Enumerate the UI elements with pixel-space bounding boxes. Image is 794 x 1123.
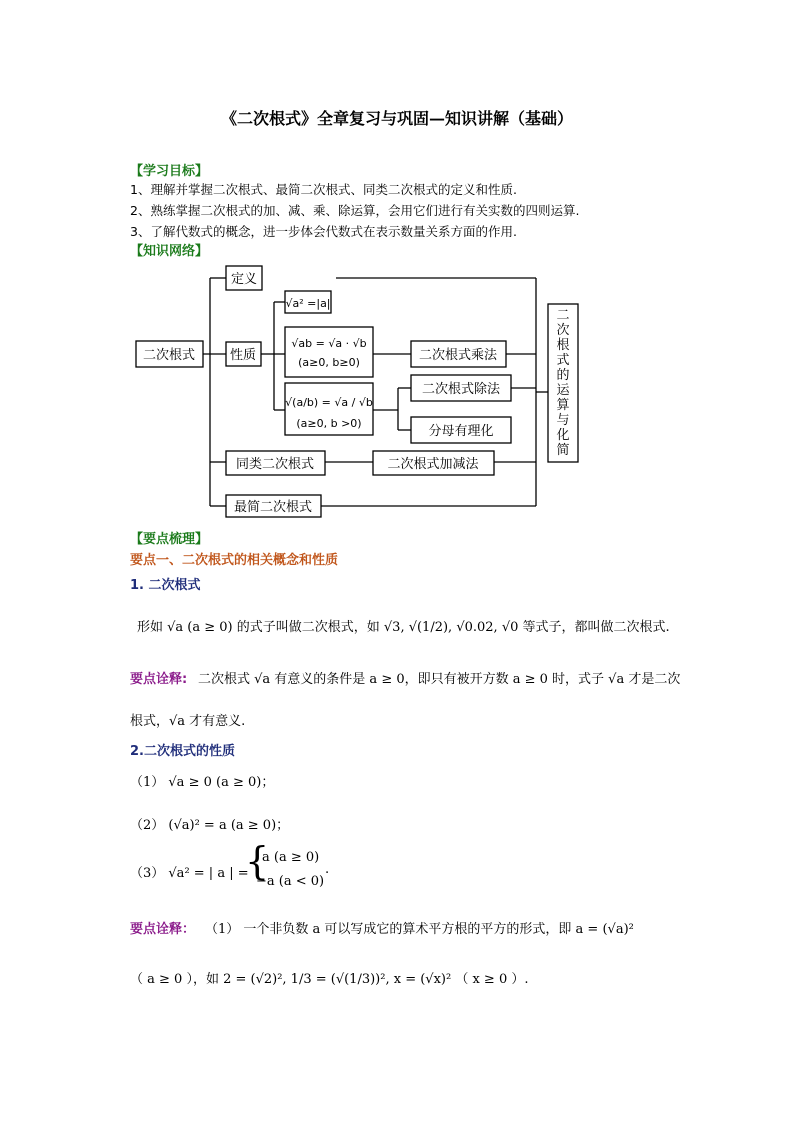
note1-line-a: 二次根式 √a 有意义的条件是 a ≥ 0，即只有被开方数 a ≥ 0 时，式子 √a 才是二次 bbox=[198, 672, 681, 687]
node-define: 定义 bbox=[230, 272, 258, 287]
node-simplest: 最简二次根式 bbox=[233, 500, 313, 515]
definition-line: 形如 √a (a ≥ 0) 的式子叫做二次根式，如 √3, √(1/2), √0.02, √0 等式子，都叫做二次根式. bbox=[137, 620, 670, 635]
property-3-case2: −a (a < 0) bbox=[256, 874, 325, 889]
brace-icon: { bbox=[245, 839, 270, 883]
property-1: （1） √a ≥ 0 (a ≥ 0)； bbox=[130, 775, 275, 790]
node-addsub: 二次根式加减法 bbox=[387, 457, 479, 472]
goal-item-2: 2、熟练掌握二次根式的加、减、乘、除运算，会用它们进行有关实数的四则运算. bbox=[130, 203, 580, 218]
node-right-char: 与 bbox=[556, 413, 570, 428]
goals-heading: 【学习目标】 bbox=[130, 164, 209, 179]
node-formula2-line2: (a≥0, b≥0) bbox=[298, 356, 360, 369]
node-formula3-line2: (a≥0, b >0) bbox=[296, 417, 362, 430]
node-right-char: 化 bbox=[556, 428, 570, 443]
node-right-char: 运 bbox=[556, 383, 570, 398]
knowledge-network-diagram bbox=[128, 260, 588, 522]
note2-line-a: （1） 一个非负数 a 可以写成它的算术平方根的平方的形式，即 a = (√a)² bbox=[205, 922, 634, 937]
node-mult: 二次根式乘法 bbox=[418, 348, 498, 363]
node-right-char: 的 bbox=[556, 368, 570, 383]
network-heading: 【知识网络】 bbox=[130, 244, 209, 259]
node-formula1: √a² =|a| bbox=[285, 297, 331, 310]
property-3-end: . bbox=[325, 862, 330, 877]
property-2: （2） (√a)² = a (a ≥ 0)； bbox=[130, 818, 290, 833]
node-right-char: 次 bbox=[556, 323, 570, 338]
node-right-char: 算 bbox=[556, 398, 570, 413]
sub2-heading: 2.二次根式的性质 bbox=[130, 744, 235, 759]
goal-item-1: 1、理解并掌握二次根式、最简二次根式、同类二次根式的定义和性质. bbox=[130, 182, 517, 197]
property-3-prefix: （3） √a² = | a | = bbox=[130, 866, 249, 881]
node-rationalize: 分母有理化 bbox=[428, 424, 494, 439]
node-div: 二次根式除法 bbox=[421, 382, 501, 397]
note2-label: 要点诠释： bbox=[130, 922, 196, 937]
points-heading: 【要点梳理】 bbox=[130, 532, 209, 547]
node-similar: 同类二次根式 bbox=[235, 457, 315, 472]
point1-heading: 要点一、二次根式的相关概念和性质 bbox=[130, 553, 339, 568]
node-root: 二次根式 bbox=[142, 348, 196, 363]
node-formula3-line1: √(a/b) = √a / √b bbox=[285, 396, 373, 409]
node-formula2-line1: √ab = √a · √b bbox=[291, 337, 367, 350]
node-property: 性质 bbox=[229, 348, 257, 363]
node-right-char: 简 bbox=[556, 443, 570, 458]
node-right-char: 式 bbox=[556, 353, 570, 368]
note1-label: 要点诠释: bbox=[130, 672, 188, 687]
node-right-char: 二 bbox=[556, 308, 570, 323]
note2-line-b: （ a ≥ 0 ），如 2 = (√2)², 1/3 = (√(1/3))², x = (√x)² （ x ≥ 0 ）. bbox=[130, 972, 529, 987]
note1-line-b: 根式，√a 才有意义. bbox=[130, 714, 246, 729]
property-3-case1: a (a ≥ 0) bbox=[262, 850, 320, 865]
node-right-char: 根 bbox=[556, 338, 570, 353]
goal-item-3: 3、了解代数式的概念，进一步体会代数式在表示数量关系方面的作用. bbox=[130, 224, 517, 239]
page-title: 《二次根式》全章复习与巩固—知识讲解（基础） bbox=[220, 109, 573, 128]
sub1-heading: 1. 二次根式 bbox=[130, 578, 201, 593]
